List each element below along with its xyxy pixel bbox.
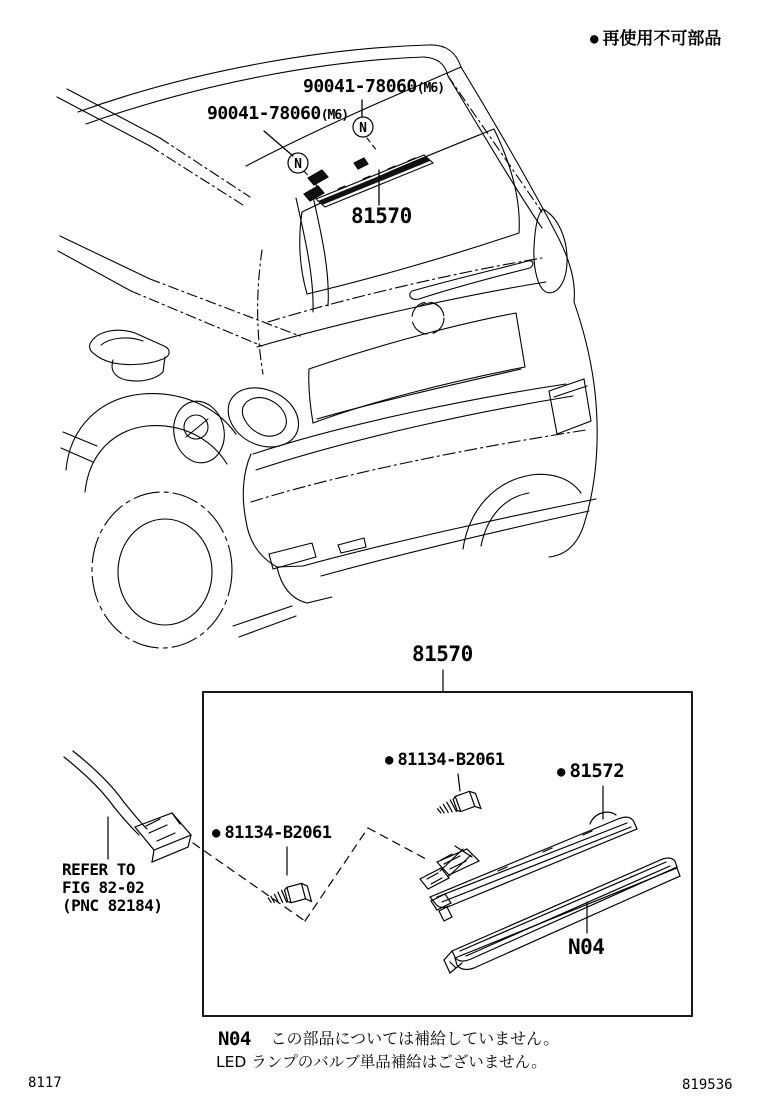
nonreusable-dot-icon: ● [557,764,566,780]
svg-text:N: N [359,121,367,136]
bolt-label-right: 90041-78060(M6) [303,76,445,97]
footnote-line-2: LED ランプのバルブ単品補給はございません。 [216,1053,547,1071]
page-code-left: 8117 [28,1075,62,1091]
refer-line-1: REFER TO [62,860,136,879]
legend-nonreusable [590,31,721,48]
bolt-label-left: 90041-78060(M6) [207,103,349,124]
page-code-right: 819536 [682,1077,733,1093]
nonreusable-dot-icon: ● [212,825,221,841]
nonreusable-dot-icon: ● [590,31,599,47]
screw-left [267,882,312,912]
detail-box-title: 81570 [412,642,473,666]
lamp-cover-drawing [444,858,680,973]
footnote-line-1: N04 この部品については補給していません。 [218,1028,560,1050]
nonreusable-dot-icon: ● [385,752,394,768]
refer-note [62,861,162,915]
lamp-label-car: 81570 [351,204,412,228]
screw-label-left: ● 81134-B2061 [212,823,332,843]
refer-line-3: (PNC 82184) [62,896,163,915]
screw-top [436,790,481,823]
refer-line-2: FIG 82-02 [62,878,145,897]
lamp-unit-label: ● 81572 [557,760,625,782]
screw-label-top: ● 81134-B2061 [385,750,505,770]
svg-text:N: N [294,157,302,172]
cover-label: N04 [568,935,605,959]
lamp-unit-drawing [420,812,637,921]
legend-text: 再使用不可部品 [602,29,722,49]
